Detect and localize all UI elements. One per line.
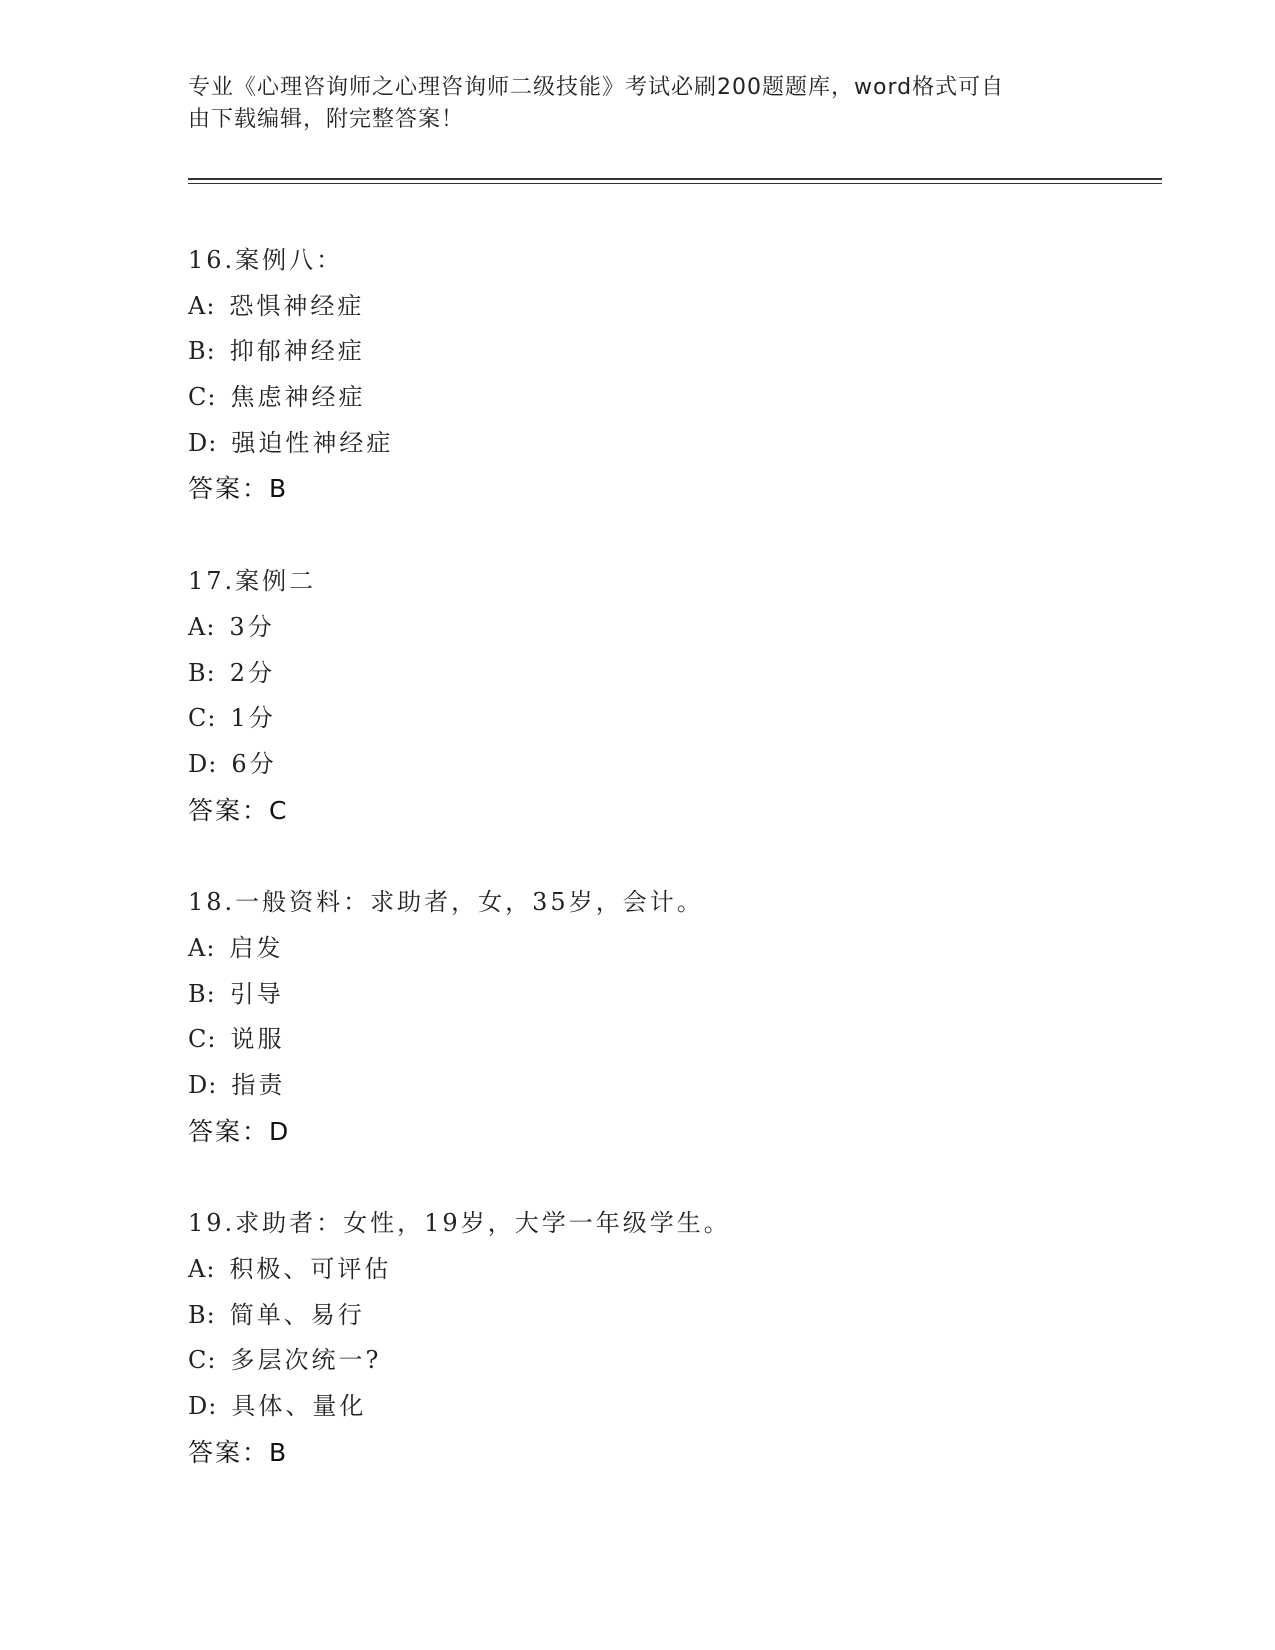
answer-line: 答案：D: [188, 1116, 291, 1146]
option-a: [188, 284, 1168, 330]
header-line-1: 专业《心理咨询师之心理咨询师二级技能》考试必刷200题题库，word格式可自: [188, 75, 1005, 100]
option-letter: B:: [188, 979, 216, 1008]
option-letter: D:: [188, 749, 218, 778]
question-18: [188, 880, 1168, 1154]
option-letter: B:: [188, 658, 216, 687]
question-stem: 16.案例八：: [188, 246, 344, 274]
option-c: [188, 1338, 1168, 1384]
option-d: [188, 1063, 1168, 1109]
option-text: 2分: [229, 658, 276, 687]
option-d: [188, 742, 1168, 788]
option-c: [188, 1017, 1168, 1063]
option-a: [188, 605, 1168, 651]
document-header: [188, 72, 1088, 136]
option-letter: A:: [188, 1255, 216, 1284]
option-text: 恐惧神经症: [229, 291, 365, 320]
option-c: [188, 375, 1168, 421]
option-text: 具体、量化: [231, 1392, 367, 1421]
option-b: [188, 329, 1168, 375]
question-stem: 18.一般资料：求助者，女，35岁，会计。: [188, 888, 704, 917]
option-letter: C:: [188, 1346, 217, 1375]
option-letter: B:: [188, 1300, 216, 1329]
option-text: 多层次统一?: [230, 1346, 382, 1375]
question-17: [188, 559, 1168, 833]
question-stem: 17.案例二: [188, 567, 317, 596]
option-text: 指责: [231, 1071, 286, 1099]
option-a: [188, 1247, 1168, 1293]
question-16: [188, 238, 1168, 512]
option-c: [188, 696, 1168, 742]
option-a: [188, 926, 1168, 972]
option-text: 1分: [230, 704, 276, 733]
option-text: 强迫性神经症: [231, 428, 394, 457]
answer-line: 答案：C: [188, 795, 289, 825]
question-19: [188, 1201, 1168, 1475]
answer-line: 答案：B: [188, 1437, 289, 1467]
option-letter: D:: [188, 1071, 218, 1099]
question-stem: 19.求助者：女性，19岁，大学一年级学生。: [188, 1209, 731, 1238]
option-text: 6分: [231, 749, 277, 778]
option-b: [188, 651, 1168, 697]
question-list: [188, 238, 1168, 1523]
option-letter: D:: [188, 1392, 218, 1421]
option-d: [188, 421, 1168, 467]
option-text: 简单、易行: [229, 1300, 365, 1329]
option-letter: A:: [188, 933, 216, 962]
option-text: 焦虑神经症: [230, 383, 366, 412]
option-letter: C:: [188, 704, 217, 733]
option-letter: C:: [188, 383, 217, 412]
option-b: [188, 972, 1168, 1018]
option-letter: B:: [188, 337, 216, 366]
option-letter: A:: [188, 291, 216, 320]
option-text: 积极、可评估: [229, 1255, 392, 1284]
option-text: 引导: [229, 979, 284, 1008]
option-d: [188, 1384, 1168, 1430]
option-b: [188, 1293, 1168, 1339]
option-letter: D:: [188, 428, 218, 457]
option-text: 抑郁神经症: [229, 337, 365, 366]
answer-line: 答案：B: [188, 474, 289, 504]
header-divider-top: [188, 178, 1162, 180]
option-letter: A:: [188, 612, 216, 641]
header-line-2: 由下载编辑，附完整答案！: [188, 107, 465, 132]
header-divider-bottom: [188, 183, 1162, 184]
option-text: 说服: [230, 1025, 285, 1054]
option-text: 3分: [229, 612, 275, 641]
option-text: 启发: [229, 933, 284, 962]
option-letter: C:: [188, 1025, 217, 1054]
